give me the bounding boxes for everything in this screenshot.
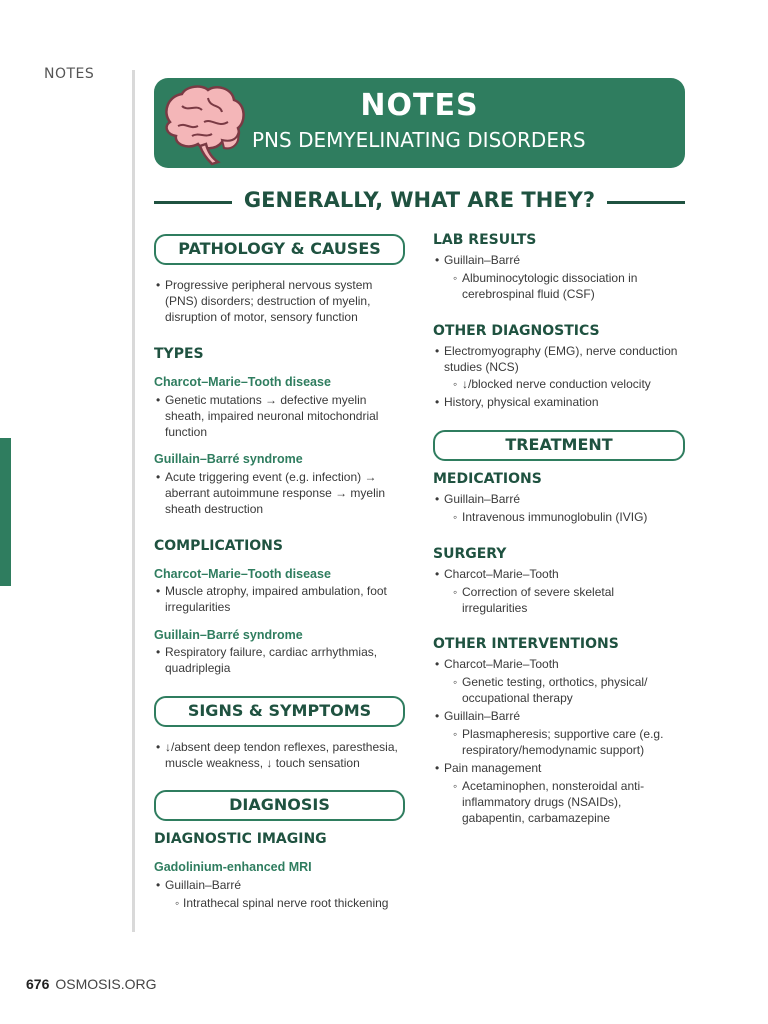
sub-bullet: ◦ bbox=[453, 271, 458, 285]
bullet: • bbox=[435, 657, 440, 671]
oi-gbs-sub: Plasmapheresis; supportive care (e.g. respiratory/hemodynamic support) bbox=[462, 727, 664, 757]
bullet: • bbox=[156, 645, 161, 659]
bullet: • bbox=[156, 393, 161, 407]
lab-sub: Albuminocytologic dissociation in cerebrospinal fluid (CSF) bbox=[462, 271, 638, 301]
page-number: 676 bbox=[26, 976, 50, 992]
complications-gbs-label: Guillain–Barré syndrome bbox=[154, 628, 303, 642]
other-diagnostics-heading: OTHER DIAGNOSTICS bbox=[433, 323, 600, 339]
bullet: • bbox=[156, 470, 161, 484]
types-heading: TYPES bbox=[154, 346, 204, 362]
lab-heading: LAB RESULTS bbox=[433, 232, 537, 248]
footer-site[interactable]: OSMOSIS.ORG bbox=[55, 976, 157, 992]
bullet: • bbox=[156, 584, 161, 598]
emg-text: Electromyography (EMG), nerve conduction studies (NCS) bbox=[444, 344, 678, 374]
medications-item: Guillain–Barré bbox=[444, 492, 521, 506]
lab-item: Guillain–Barré bbox=[444, 253, 521, 267]
bullet: • bbox=[435, 395, 440, 409]
sub-bullet: ◦ bbox=[453, 675, 458, 689]
bullet: • bbox=[435, 761, 440, 775]
complications-heading: COMPLICATIONS bbox=[154, 538, 283, 554]
medications-sub: Intravenous immunoglobulin (IVIG) bbox=[462, 510, 648, 524]
oi-pain-item: Pain management bbox=[444, 761, 542, 775]
pathology-text: Progressive peripheral nervous system (PNS) disorders; destruction of myelin, disruption of motor, sensory function bbox=[165, 278, 373, 324]
surgery-sub: Correction of severe skeletal irregularities bbox=[462, 585, 615, 615]
bullet: • bbox=[156, 278, 161, 292]
pathology-pill: PATHOLOGY & CAUSES bbox=[154, 234, 405, 265]
diagnosis-pill: DIAGNOSIS bbox=[154, 790, 405, 821]
bullet: • bbox=[435, 253, 440, 267]
bullet: • bbox=[156, 878, 161, 892]
chapter-tab bbox=[0, 438, 11, 586]
section-header bbox=[154, 186, 685, 218]
header-rule-right bbox=[607, 201, 685, 204]
complications-gbs-text: Respiratory failure, cardiac arrhythmias, quadriplegia bbox=[165, 645, 378, 675]
treatment-pill: TREATMENT bbox=[433, 430, 685, 461]
sub-bullet: ◦ bbox=[453, 727, 458, 741]
surgery-heading: SURGERY bbox=[433, 546, 507, 562]
surgery-item: Charcot–Marie–Tooth bbox=[444, 567, 559, 581]
types-cmt-text: Genetic mutations → defective myelin sheath, impaired neuronal mitochondrial function bbox=[165, 393, 379, 439]
side-notes-label: NOTES bbox=[44, 66, 95, 82]
types-gbs-label: Guillain–Barré syndrome bbox=[154, 452, 303, 466]
sub-bullet: ◦ bbox=[453, 510, 458, 524]
sub-bullet: ◦ bbox=[453, 779, 458, 793]
bullet: • bbox=[156, 740, 161, 754]
mri-item: Guillain–Barré bbox=[165, 878, 242, 892]
banner-title: NOTES bbox=[360, 88, 479, 123]
complications-cmt-label: Charcot–Marie–Tooth disease bbox=[154, 567, 331, 581]
other-interventions-heading: OTHER INTERVENTIONS bbox=[433, 636, 619, 652]
complications-cmt-text: Muscle atrophy, impaired ambulation, foot irregularities bbox=[165, 584, 387, 614]
sub-bullet: ◦ bbox=[175, 896, 180, 910]
bullet: • bbox=[435, 492, 440, 506]
signs-pill: SIGNS & SYMPTOMS bbox=[154, 696, 405, 727]
oi-gbs-item: Guillain–Barré bbox=[444, 709, 521, 723]
mri-label: Gadolinium-enhanced MRI bbox=[154, 860, 312, 874]
oi-pain-sub: Acetaminophen, nonsteroidal anti-inflammatory drugs (NSAIDs), gabapentin, carbamazepine bbox=[462, 779, 645, 825]
types-cmt-label: Charcot–Marie–Tooth disease bbox=[154, 375, 331, 389]
bullet: • bbox=[435, 567, 440, 581]
banner-subtitle: PNS DEMYELINATING DISORDERS bbox=[252, 128, 586, 152]
emg-sub: ↓/blocked nerve conduction velocity bbox=[462, 377, 651, 391]
sub-bullet: ◦ bbox=[453, 377, 458, 391]
oi-cmt-sub: Genetic testing, orthotics, physical/ occupational therapy bbox=[462, 675, 648, 705]
margin-divider bbox=[132, 70, 135, 932]
imaging-heading: DIAGNOSTIC IMAGING bbox=[154, 831, 327, 847]
mri-sub: Intrathecal spinal nerve root thickening bbox=[183, 896, 389, 910]
bullet: • bbox=[435, 344, 440, 358]
signs-text: ↓/absent deep tendon reflexes, paresthesia, muscle weakness, ↓ touch sensation bbox=[165, 740, 398, 770]
medications-heading: MEDICATIONS bbox=[433, 471, 542, 487]
section-title: GENERALLY, WHAT ARE THEY? bbox=[243, 188, 596, 212]
page-footer bbox=[26, 976, 156, 992]
types-gbs-text: Acute triggering event (e.g. infection) → aberrant autoimmune response → myelin sheath destruction bbox=[165, 470, 386, 516]
history-text: History, physical examination bbox=[444, 395, 599, 409]
sub-bullet: ◦ bbox=[453, 585, 458, 599]
bullet: • bbox=[435, 709, 440, 723]
oi-cmt-item: Charcot–Marie–Tooth bbox=[444, 657, 559, 671]
